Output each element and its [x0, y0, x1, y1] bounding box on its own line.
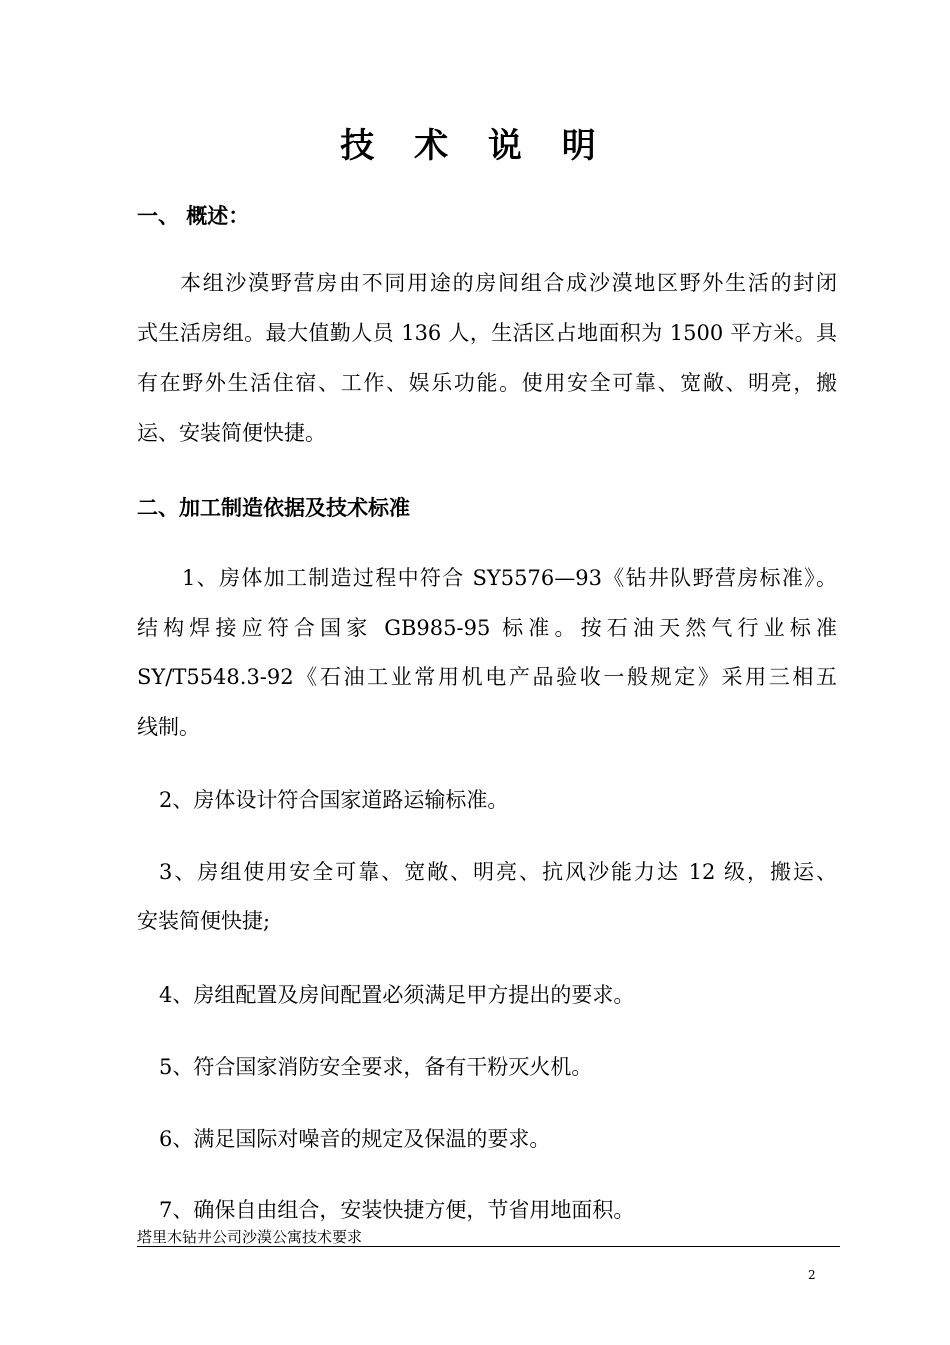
footer-divider	[137, 1246, 840, 1247]
page-title: 技 术 说 明	[340, 126, 610, 166]
item-1-line-3: SY/T5548.3-92《石油工业常用机电产品验收一般规定》采用三相五	[137, 665, 837, 689]
item-3-line-2: 安装简便快捷;	[137, 909, 271, 933]
footer-text: 塔里木钻井公司沙漠公寓技术要求	[137, 1228, 363, 1246]
item-1-line-1: 1、房体加工制造过程中符合 SY5576—93《钻井队野营房标准》。	[182, 566, 837, 590]
section-1-line-3: 有在野外生活住宿、工作、娱乐功能。使用安全可靠、宽敞、明亮，搬	[137, 371, 837, 395]
page-number: 2	[808, 1268, 816, 1282]
item-5: 5、符合国家消防安全要求，备有干粉灭火机。	[159, 1055, 593, 1079]
item-1-line-4: 线制。	[137, 715, 200, 739]
section-1-line-2: 式生活房组。最大值勤人员 136 人，生活区占地面积为 1500 平方米。具	[137, 321, 837, 345]
item-4: 4、房组配置及房间配置必须满足甲方提出的要求。	[159, 983, 635, 1007]
section-1-line-1: 本组沙漠野营房由不同用途的房间组合成沙漠地区野外生活的封闭	[180, 271, 837, 295]
section-1-line-4: 运、安装简便快捷。	[137, 421, 326, 445]
item-1-line-2: 结构焊接应符合国家 GB985-95 标准。按石油天然气行业标准	[137, 616, 837, 640]
section-2-heading: 二、加工制造依据及技术标准	[137, 496, 410, 520]
item-6: 6、满足国际对噪音的规定及保温的要求。	[159, 1127, 551, 1151]
item-3-line-1: 3、房组使用安全可靠、宽敞、明亮、抗风沙能力达 12 级，搬运、	[159, 860, 837, 884]
item-2: 2、房体设计符合国家道路运输标准。	[159, 788, 509, 812]
section-1-heading: 一、 概述：	[137, 204, 250, 228]
item-7: 7、确保自由组合，安装快捷方便，节省用地面积。	[159, 1198, 635, 1222]
